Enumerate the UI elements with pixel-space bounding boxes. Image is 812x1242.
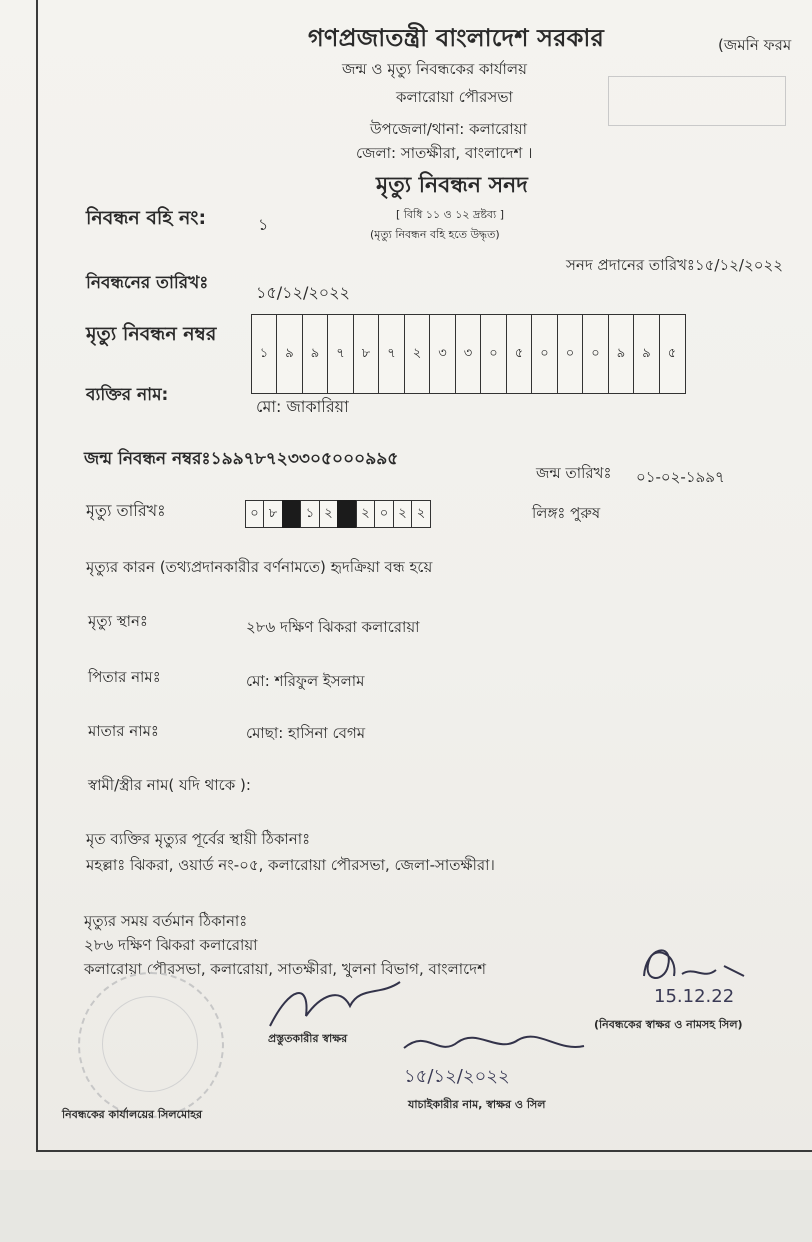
district: জেলা: সাতক্ষীরা, বাংলাদেশ । <box>356 144 533 162</box>
date-digit: ২ <box>319 500 339 528</box>
reg-digit-cell: ২ <box>404 314 431 394</box>
place-label: মৃত্যু স্থানঃ <box>88 612 148 630</box>
preparer-caption: প্রস্তুতকারীর স্বাক্ষর <box>268 1032 348 1045</box>
reg-digit-cell: ০ <box>557 314 584 394</box>
reg-digit-cell: ০ <box>480 314 507 394</box>
issue-date: সনদ প্রদানের তারিখঃ১৫/১২/২০২২ <box>566 256 784 274</box>
father-label: পিতার নামঃ <box>88 668 161 686</box>
verifier-caption: যাচাইকারীর নাম, স্বাক্ষর ও সিল <box>408 1098 546 1111</box>
reg-digit-cell: ৫ <box>506 314 533 394</box>
registrar-sign-date: 15.12.22 <box>654 986 735 1007</box>
upazila: উপজেলা/থানা: কলারোয়া <box>370 120 527 138</box>
office-seal <box>78 972 224 1118</box>
registrar-caption: (নিবন্ধকের স্বাক্ষর ও নামসহ সিল) <box>594 1018 743 1031</box>
birth-date-value: ০১-০২-১৯৯৭ <box>636 468 725 486</box>
reg-digit-cell: ৭ <box>378 314 405 394</box>
current-address-line2: কলারোয়া পৌরসভা, কলারোয়া, সাতক্ষীরা, খুলনা বিভাগ, বাংলাদেশ <box>84 960 486 978</box>
reg-date-value: ১৫/১২/২০২২ <box>256 283 350 302</box>
place-value: ২৮৬ দক্ষিণ ঝিকরা কলারোয়া <box>246 618 420 636</box>
mother-label: মাতার নামঃ <box>88 722 159 740</box>
cause-of-death: মৃত্যুর কারন (তথ্যপ্রদানকারীর বর্ণনামতে) হৃদক্রিয়া বন্ধ হয়ে <box>86 558 433 576</box>
form-tag: (জমনি ফরম <box>718 36 792 54</box>
date-digit: ০ <box>245 500 265 528</box>
date-digit: ২ <box>411 500 431 528</box>
reg-digit-cell: ০ <box>582 314 609 394</box>
current-address-label: মৃত্যুর সময় বর্তমান ঠিকানাঃ <box>84 912 248 930</box>
reg-digit-cell: ০ <box>531 314 558 394</box>
name-value: মো: জাকারিয়া <box>256 397 349 416</box>
seal-caption: নিবন্ধকের কার্যালয়ের সিলমোহর <box>62 1108 203 1121</box>
death-date-boxes <box>246 500 431 528</box>
reg-date-label: নিবন্ধনের তারিখঃ <box>86 273 209 293</box>
government-title: গণপ্রজাতন্ত্রী বাংলাদেশ সরকার <box>308 24 604 52</box>
permanent-address-value: মহল্লাঃ ঝিকরা, ওয়ার্ড নং-০৫, কলারোয়া পৌরসভা, জেলা-সাতক্ষীরা। <box>86 856 495 874</box>
mother-value: মোছা: হাসিনা বেগম <box>246 724 366 742</box>
date-digit: ০ <box>374 500 394 528</box>
municipality-name: কলারোয়া পৌরসভা <box>396 88 513 106</box>
office-name: জন্ম ও মৃত্যু নিবন্ধকের কার্যালয় <box>342 60 527 78</box>
reg-digit-cell: ১ <box>251 314 278 394</box>
name-label: ব্যক্তির নাম: <box>86 385 169 405</box>
reg-digit-cell: ৭ <box>327 314 354 394</box>
date-digit: ২ <box>356 500 376 528</box>
reg-digit-cell: ৯ <box>276 314 303 394</box>
verifier-sign-date: ১৫/১২/২০২২ <box>404 1066 510 1087</box>
date-digit: ২ <box>393 500 413 528</box>
extract-note: (মৃত্যু নিবন্ধন বহি হতে উদ্ধৃত) <box>370 228 500 241</box>
reg-digit-cell: ৯ <box>608 314 635 394</box>
reg-digit-cell: ৩ <box>429 314 456 394</box>
reg-digit-cell: ৮ <box>353 314 380 394</box>
date-separator <box>282 500 302 528</box>
book-no-label: নিবন্ধন বহি নং: <box>86 207 207 229</box>
reg-digit-cell: ৫ <box>659 314 686 394</box>
birth-reg-number: জন্ম নিবন্ধন নম্বরঃ১৯৯৭৮৭২৩৩০৫০০০৯৯৫ <box>84 449 399 469</box>
date-separator <box>337 500 357 528</box>
document-title: মৃত্যু নিবন্ধন সনদ <box>376 173 528 198</box>
reg-digit-cell: ৩ <box>455 314 482 394</box>
death-reg-label: মৃত্যু নিবন্ধন নম্বর <box>86 323 217 345</box>
father-value: মো: শরিফুল ইসলাম <box>246 672 365 690</box>
book-no-value: ১ <box>258 215 269 234</box>
death-reg-number <box>252 314 686 394</box>
permanent-address-label: মৃত ব্যক্তির মৃত্যুর পূর্বের স্থায়ী ঠিকানাঃ <box>86 830 311 848</box>
date-digit: ৮ <box>263 500 283 528</box>
current-address-line1: ২৮৬ দক্ষিণ ঝিকরা কলারোয়া <box>84 936 258 954</box>
rule-reference: [ বিধি ১১ ও ১২ দ্রষ্টব্য ] <box>396 208 505 221</box>
reg-digit-cell: ৯ <box>302 314 329 394</box>
reg-digit-cell: ৯ <box>633 314 660 394</box>
faded-registrar-stamp <box>612 1030 770 1104</box>
sex: লিঙ্গঃ পুরুষ <box>532 504 601 522</box>
death-date-label: মৃত্যু তারিখঃ <box>86 501 166 520</box>
spouse-label: স্বামী/স্ত্রীর নাম( যদি থাকে ): <box>88 776 251 794</box>
faded-stamp <box>608 76 786 126</box>
preparer-signature <box>260 976 420 1036</box>
date-digit: ১ <box>300 500 320 528</box>
verifier-signature <box>398 1018 588 1068</box>
birth-date-label: জন্ম তারিখঃ <box>536 464 612 482</box>
